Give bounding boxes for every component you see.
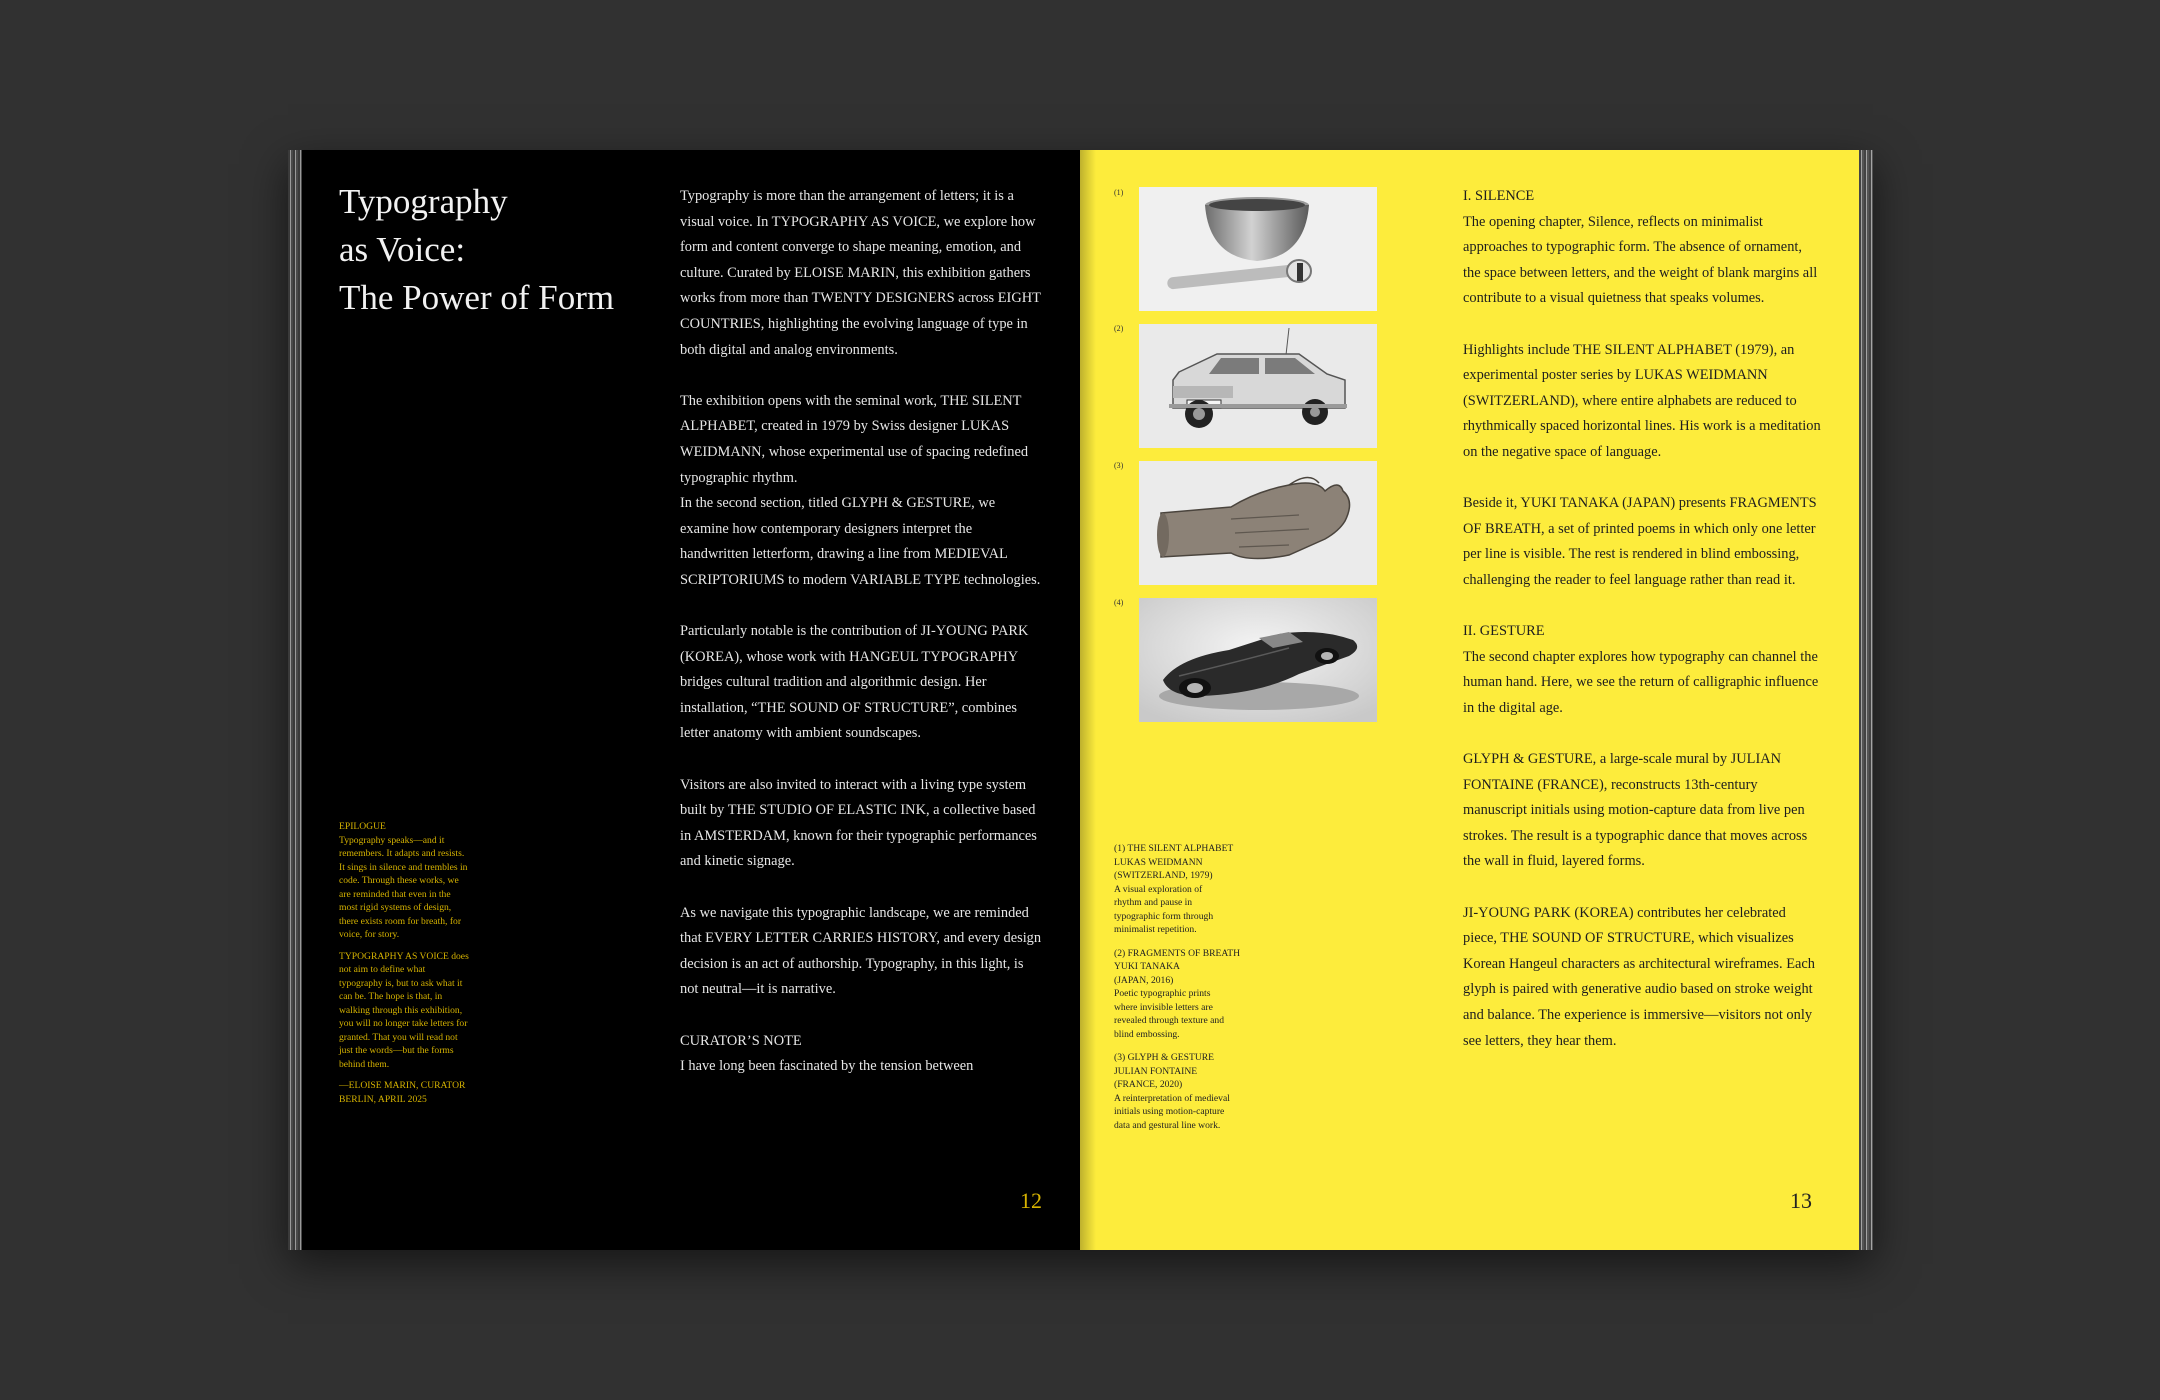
singing-bowl-image [1139, 187, 1377, 311]
caption-line: minimalist repetition. [1114, 924, 1197, 935]
figure-number: (1) [1114, 188, 1124, 197]
page-edge-left [288, 150, 302, 1250]
epilogue-paragraph: TYPOGRAPHY AS VOICE does not aim to define what typography is, but to ask what it can be. The hope is that, in walking through this exhibition, you will no longer take letters for granted. That you will read not just the words—but the forms behind them. [339, 950, 469, 1070]
caption-line: blind embossing. [1114, 1028, 1180, 1040]
caption-line: A visual exploration of [1114, 883, 1203, 895]
epilogue-heading: EPILOGUE [339, 821, 386, 832]
body-paragraph: As we navigate this typographic landscape, we are reminded that EVERY LETTER CARRIES HISTORY, and every design decision is an act of authorship. Typography, in this light, is not neutral—it is narrative. [680, 904, 1042, 998]
epilogue-signature: —ELOISE MARIN, CURATOR [339, 1080, 466, 1091]
body-paragraph: The opening chapter, Silence, reflects on minimalist approaches to typographic form. The absence of ornament, the space between letters, and the weight of blank margins all contribute to a visual quietness that speaks volumes. [1463, 213, 1818, 307]
epilogue-place-date: BERLIN, APRIL 2025 [339, 1093, 427, 1105]
caption-line: initials using motion-capture [1114, 1106, 1225, 1117]
page-number-right: 13 [1790, 1188, 1812, 1213]
vintage-sedan-image [1139, 324, 1377, 448]
caption-line: (2) FRAGMENTS OF BREATH [1114, 947, 1241, 959]
epilogue-paragraph: Typography speaks—and it remembers. It adapts and resists. It sings in silence and trembles in code. Through these works, we are reminded that even in the most rigid systems of design, there exists room for breath, for voice, for story. [339, 834, 468, 940]
body-paragraph: Particularly notable is the contribution of JI-YOUNG PARK (KOREA), whose work with HANGEUL TYPOGRAPHY bridges cultural tradition and algorithmic design. Her installation, “THE SOUND OF STRUCTURE”, combines letter anatomy with ambient soundscapes. [680, 623, 1029, 742]
caption-line: revealed through texture and [1114, 1015, 1225, 1026]
body-paragraph: The second chapter explores how typography can channel the human hand. Here, we see the return of calligraphic influence in the digital age. [1463, 648, 1819, 716]
body-paragraph: GLYPH & GESTURE, a large-scale mural by JULIAN FONTAINE (FRANCE), reconstructs 13th-century manuscript initials using motion-capture data from live pen strokes. The result is a typographic dance that moves across the wall in fluid, layered forms. [1463, 751, 1808, 870]
right-text-column [1463, 184, 1823, 1054]
body-paragraph: Typography is more than the arrangement of letters; it is a visual voice. In TYPOGRAPHY AS VOICE, we explore how form and content converge to shape meaning, emotion, and culture. Curated by ELOISE MARIN, this exhibition gathers works from more than TWENTY DESIGNERS across EIGHT COUNTRIES, highlighting the evolving language of type in both digital and analog environments. [680, 188, 1041, 358]
sedan-illustration [1139, 324, 1377, 448]
figure-number: (4) [1114, 598, 1124, 607]
caption-line: (3) GLYPH & GESTURE [1114, 1052, 1215, 1063]
figure-caption [1114, 947, 1249, 1042]
caption-line: Poetic typographic prints [1114, 988, 1211, 999]
right-page [1080, 150, 1859, 1250]
page-title [339, 178, 659, 322]
sportscar-illustration [1139, 598, 1377, 722]
convertible-sportscar-image [1139, 598, 1377, 722]
body-paragraph: The exhibition opens with the seminal work, THE SILENT ALPHABET, created in 1979 by Swiss designer LUKAS WEIDMANN, whose experimental use of spacing redefined typographic rhythm. [680, 392, 1029, 486]
caption-line: A reinterpretation of medieval [1114, 1092, 1230, 1104]
wooden-hand-sculpture-image [1139, 461, 1377, 585]
body-paragraph: Visitors are also invited to interact with a living type system built by THE STUDIO OF ELASTIC INK, a collective based in AMSTERDAM, known for their typographic performances and kinetic signage. [680, 776, 1037, 870]
page-number-left: 12 [1020, 1188, 1042, 1213]
caption-line: (SWITZERLAND, 1979) [1114, 870, 1213, 881]
caption-line: rhythm and pause in [1114, 897, 1193, 908]
caption-line: YUKI TANAKA [1114, 961, 1180, 972]
figure-number: (3) [1114, 461, 1124, 470]
caption-line: (FRANCE, 2020) [1114, 1079, 1183, 1090]
section-heading: I. SILENCE [1463, 188, 1535, 204]
body-paragraph: Highlights include THE SILENT ALPHABET (1979), an experimental poster series by LUKAS WEIDMANN (SWITZERLAND), where entire alphabets are reduced to rhythmically spaced horizontal lines. His work is a meditation on the negative space of language. [1463, 341, 1821, 460]
hand-sculpture-illustration [1139, 461, 1377, 585]
caption-line: LUKAS WEIDMANN [1114, 856, 1203, 868]
epilogue-sidebar [339, 820, 471, 1106]
magazine-spread [288, 150, 1873, 1250]
title-line: Typography [339, 182, 508, 221]
figure-caption [1114, 842, 1249, 937]
title-line: as Voice: [339, 230, 466, 269]
curators-note-heading: CURATOR’S NOTE [680, 1032, 802, 1049]
caption-line: data and gestural line work. [1114, 1119, 1221, 1131]
figure-captions [1114, 842, 1249, 1142]
body-paragraph: I have long been fascinated by the tension between [680, 1058, 974, 1075]
caption-line: where invisible letters are [1114, 1001, 1213, 1013]
left-page [302, 150, 1080, 1250]
singing-bowl-illustration [1139, 187, 1377, 311]
caption-line: typographic form through [1114, 910, 1214, 922]
caption-line: (1) THE SILENT ALPHABET [1114, 843, 1234, 854]
body-paragraph: In the second section, titled GLYPH & GESTURE, we examine how contemporary designers interpret the handwritten letterform, drawing a line from MEDIEVAL SCRIPTORIUMS to modern VARIABLE TYPE technologies. [680, 495, 1041, 588]
caption-line: (JAPAN, 2016) [1114, 974, 1174, 986]
body-paragraph: Beside it, YUKI TANAKA (JAPAN) presents FRAGMENTS OF BREATH, a set of printed poems in which only one letter per line is visible. The rest is rendered in blind embossing, challenging the reader to feel language rather than read it. [1463, 495, 1817, 588]
body-paragraph: JI-YOUNG PARK (KOREA) contributes her celebrated piece, THE SOUND OF STRUCTURE, which visualizes Korean Hangeul characters as architectural wireframes. Each glyph is paired with generative audio based on stroke weight and balance. The experience is immersive—visitors not only see letters, they hear them. [1463, 904, 1815, 1049]
figure-caption [1114, 1051, 1249, 1132]
page-edge-right [1859, 150, 1873, 1250]
figure-number: (2) [1114, 324, 1124, 333]
caption-line: JULIAN FONTAINE [1114, 1065, 1198, 1077]
title-line: The Power of Form [339, 278, 615, 317]
section-heading: II. GESTURE [1463, 623, 1545, 640]
body-column [680, 184, 1042, 1080]
